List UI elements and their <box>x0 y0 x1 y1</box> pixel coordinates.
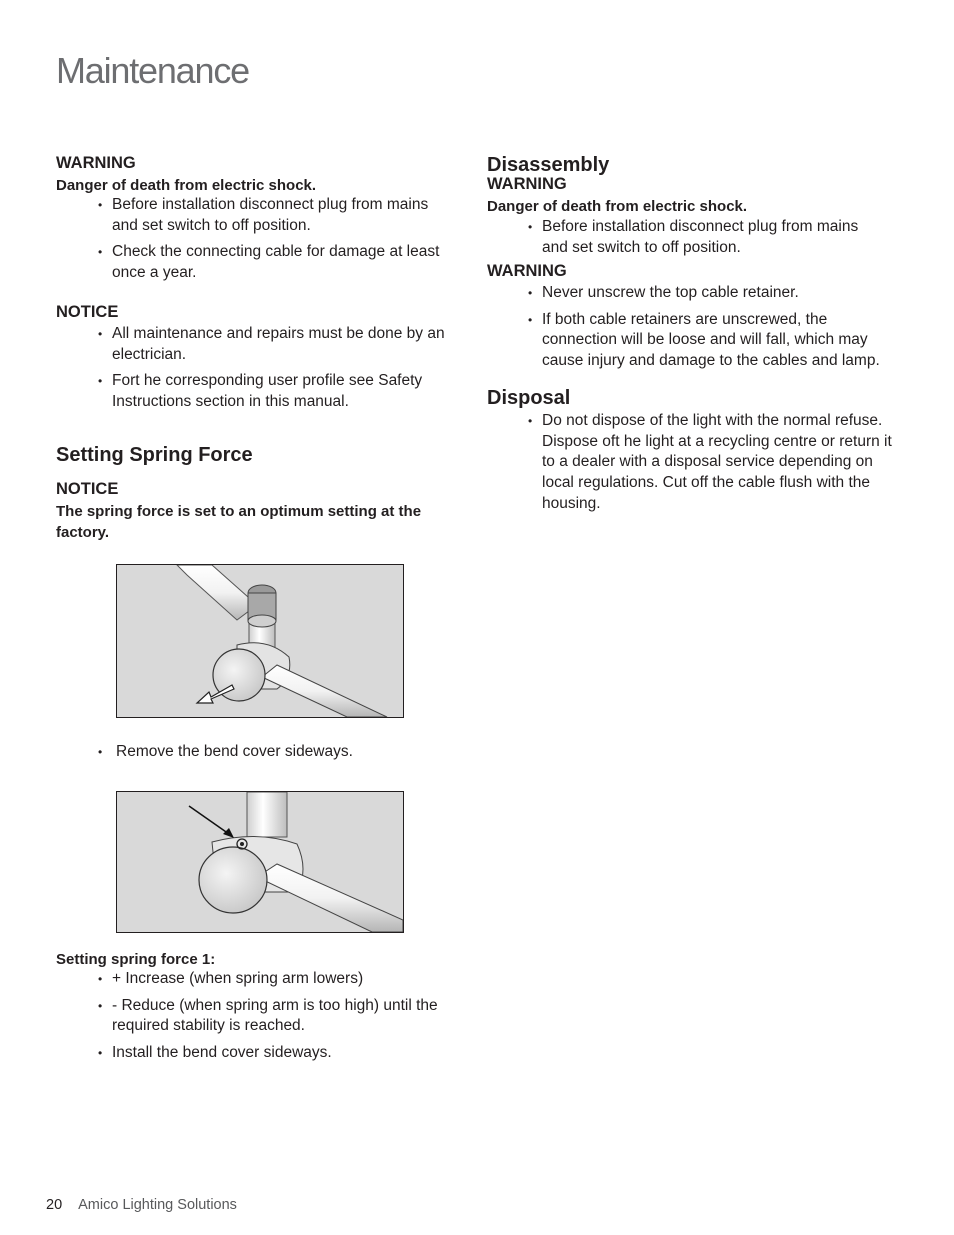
list-item: • - Reduce (when spring arm is too high) until the required stability is reached. <box>98 996 458 1037</box>
list-item: • Never unscrew the top cable retainer. <box>528 283 896 304</box>
list-item: • Remove the bend cover sideways. <box>98 742 438 763</box>
disposal-list <box>528 411 892 515</box>
list-item: • Install the bend cover sideways. <box>98 1043 458 1064</box>
footer-brand: Amico Lighting Solutions <box>78 1197 237 1213</box>
disassembly-warning-list <box>528 217 888 258</box>
spring-notice-text: The spring force is set to an optimum setting at the factory. <box>56 503 422 541</box>
list-item: • Before installation disconnect plug from mains and set switch to off position. <box>528 217 888 258</box>
spring-force-label: Setting spring force 1: <box>56 951 216 968</box>
disassembly-warning-label: WARNING <box>487 175 567 193</box>
warning-subtitle: Danger of death from electric shock. <box>56 177 317 194</box>
list-item: • Before installation disconnect plug from mains and set switch to off position. <box>98 195 458 236</box>
page-number: 20 <box>46 1197 63 1213</box>
page-title: Maintenance <box>56 50 249 91</box>
list-item: • + Increase (when spring arm lowers) <box>98 969 458 990</box>
disassembly-warning2-list <box>528 283 896 372</box>
list-item: • Fort he corresponding user profile see Safety Instructions section in this manual. <box>98 371 460 412</box>
list-item: • Check the connecting cable for damage at least once a year. <box>98 242 458 283</box>
section-heading-disposal: Disposal <box>487 387 571 409</box>
list-item: • If both cable retainers are unscrewed, the connection will be loose and will fall, which may cause injury and damage to the cables and lamp. <box>528 310 896 372</box>
disassembly-warning2-label: WARNING <box>487 262 567 280</box>
list-item: • Do not dispose of the light with the normal refuse. Dispose oft he light at a recycling centre or return it to a dealer with a disposal service depending on local regulations. Cut off the cable flush with the housing. <box>528 411 892 515</box>
spring-notice-label: NOTICE <box>56 480 119 498</box>
remove-step-list <box>98 742 438 763</box>
notice-list <box>98 324 460 413</box>
spring-force-list <box>98 969 458 1064</box>
bend-cover-figure-1 <box>116 564 404 718</box>
section-heading-spring-force: Setting Spring Force <box>56 444 253 466</box>
list-item: • All maintenance and repairs must be done by an electrician. <box>98 324 460 365</box>
warning-list <box>98 195 458 284</box>
notice-label: NOTICE <box>56 303 119 321</box>
section-heading-disassembly: Disassembly <box>487 154 610 176</box>
bend-cover-figure-2 <box>116 791 404 933</box>
warning-label: WARNING <box>56 154 136 172</box>
disassembly-warning-subtitle: Danger of death from electric shock. <box>487 198 748 215</box>
page-footer <box>46 1197 237 1213</box>
